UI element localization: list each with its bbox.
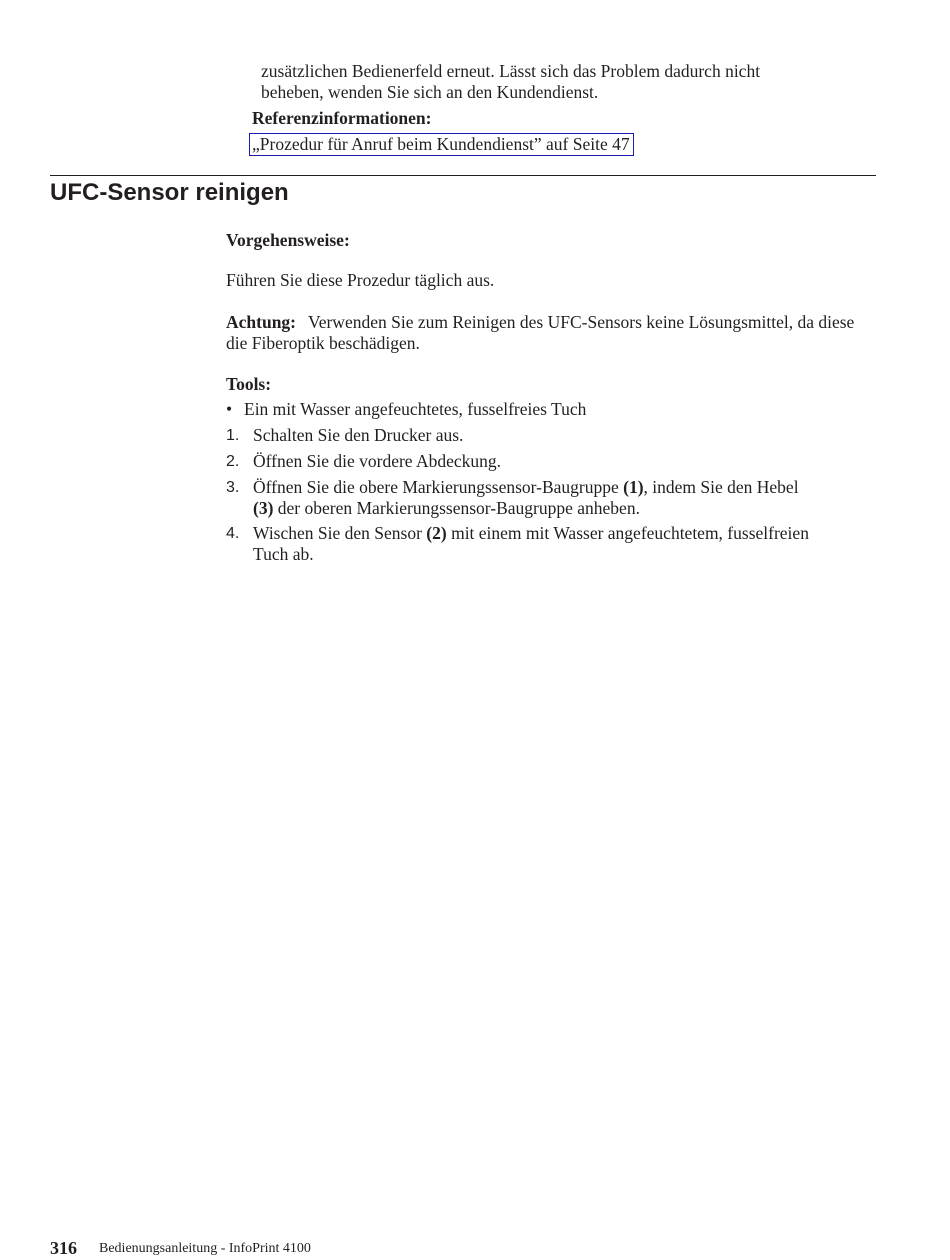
procedure-label: Vorgehensweise: <box>226 230 350 250</box>
step-text-part: , indem Sie den Hebel <box>643 477 799 497</box>
step-text: Öffnen Sie die vordere Abdeckung. <box>253 451 502 471</box>
page-number: 316 <box>50 1238 77 1258</box>
intro-text: Führen Sie diese Prozedur täglich aus. <box>226 270 495 290</box>
step-3 <box>226 477 876 519</box>
step-number: 1. <box>226 427 240 444</box>
section-divider <box>50 175 876 176</box>
step-text-part: Öffnen Sie die obere Markierungssensor-Baugruppe <box>253 477 624 497</box>
step-text-part: Tuch ab. <box>253 544 314 564</box>
tools-list-item <box>226 399 586 420</box>
callout-ref: (2) <box>426 523 447 543</box>
section-title: UFC-Sensor reinigen <box>50 179 289 206</box>
caution-label: Achtung: <box>226 312 297 332</box>
continuation-line-1: zusätzlichen Bedienerfeld erneut. Lässt sich das Problem dadurch nicht <box>261 61 761 81</box>
continuation-line-2: beheben, wenden Sie sich an den Kundendienst. <box>261 82 599 102</box>
step-text-part: mit einem mit Wasser angefeuchtetem, fusselfreien <box>446 523 809 543</box>
tool-text: Ein mit Wasser angefeuchtetes, fusselfreies Tuch <box>244 399 587 419</box>
footer-doc-title: Bedienungsanleitung - InfoPrint 4100 <box>99 1241 311 1256</box>
step-number: 3. <box>226 479 240 496</box>
step-text: Schalten Sie den Drucker aus. <box>253 425 464 445</box>
callout-ref: (3) <box>253 498 274 518</box>
continuation-paragraph <box>261 61 861 103</box>
step-text <box>253 477 878 519</box>
step-number: 4. <box>226 525 240 542</box>
callout-ref: (1) <box>623 477 644 497</box>
reference-label: Referenzinformationen: <box>252 108 432 128</box>
step-text-part: Wischen Sie den Sensor <box>253 523 427 543</box>
bullet-icon: • <box>226 399 233 419</box>
caution-note <box>226 312 876 354</box>
reference-link[interactable]: „Prozedur für Anruf beim Kundendienst” auf Seite 47 <box>249 133 634 156</box>
tools-label: Tools: <box>226 374 272 394</box>
step-number: 2. <box>226 453 240 470</box>
step-4 <box>226 523 876 565</box>
caution-text: Verwenden Sie zum Reinigen des UFC-Sensors keine Lösungsmittel, da diese die Fiberoptik beschädigen. <box>226 312 855 353</box>
step-text <box>253 523 878 565</box>
step-text-part: der oberen Markierungssensor-Baugruppe anheben. <box>273 498 640 518</box>
